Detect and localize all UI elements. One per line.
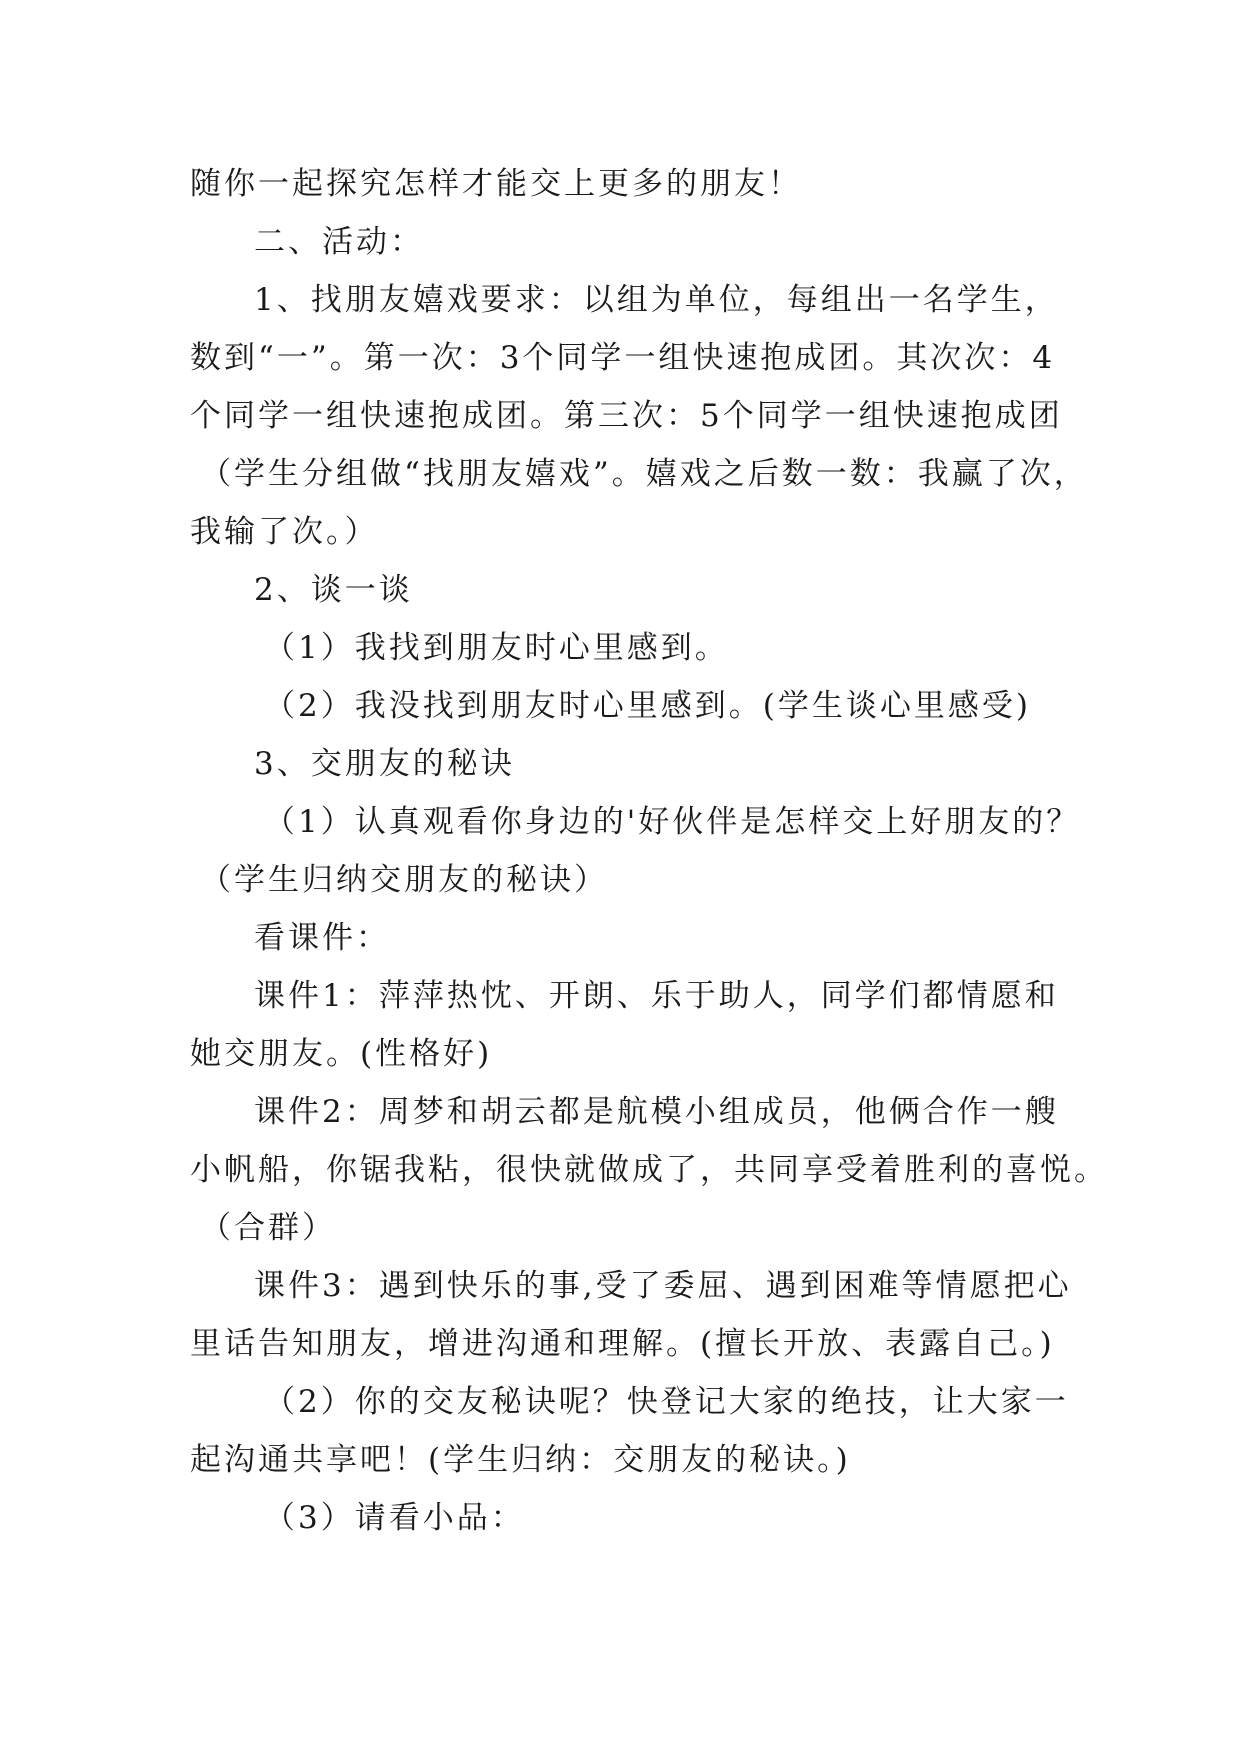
text-line: 起沟通共享吧！(学生归纳：交朋友的秘诀。)	[190, 1442, 851, 1478]
text-line: 她交朋友。(性格好)	[190, 1036, 493, 1072]
document-body	[190, 155, 1108, 1547]
text-line: 个同学一组快速抱成团。第三次：5个同学一组快速抱成团	[190, 398, 1063, 434]
text-line: （合群）	[200, 1210, 336, 1246]
text-line: 看课件：	[254, 920, 390, 956]
text-line: 课件1：萍萍热忱、开朗、乐于助人，同学们都情愿和	[254, 978, 1059, 1014]
text-line: （2）我没找到朋友时心里感到。(学生谈心里感受)	[264, 688, 1031, 724]
text-line: （1）我找到朋友时心里感到。	[264, 630, 729, 666]
text-line: 我输了次。）	[190, 514, 379, 550]
text-line: （3）请看小品：	[264, 1500, 525, 1536]
text-line: 随你一起探究怎样才能交上更多的朋友！	[190, 166, 802, 202]
text-line: 里话告知朋友，增进沟通和理解。(擅长开放、表露自己。)	[190, 1326, 1055, 1362]
section-heading: 二、活动：	[254, 224, 424, 260]
text-line: 课件2：周梦和胡云都是航模小组成员，他俩合作一艘	[254, 1094, 1059, 1130]
text-line: 课件3：遇到快乐的事,受了委屈、遇到困难等情愿把心	[254, 1268, 1072, 1304]
text-line: 1、找朋友嬉戏要求：以组为单位，每组出一名学生，	[254, 282, 1059, 318]
text-line: （1）认真观看你身边的'好伙伴是怎样交上好朋友的？	[264, 804, 1081, 840]
text-line: 小帆船，你锯我粘，很快就做成了，共同享受着胜利的喜悦。	[190, 1152, 1108, 1188]
text-line: （学生归纳交朋友的秘诀）	[200, 862, 608, 898]
text-line: （2）你的交友秘诀呢？快登记大家的绝技，让大家一	[264, 1384, 1069, 1420]
text-line: 数到“一”。第一次：3个同学一组快速抱成团。其次次：4	[190, 340, 1056, 376]
text-line: （学生分组做“找朋友嬉戏”。嬉戏之后数一数：我赢了次，	[200, 456, 1088, 492]
subsection-heading: 3、交朋友的秘诀	[254, 746, 515, 782]
subsection-heading: 2、谈一谈	[254, 572, 413, 608]
